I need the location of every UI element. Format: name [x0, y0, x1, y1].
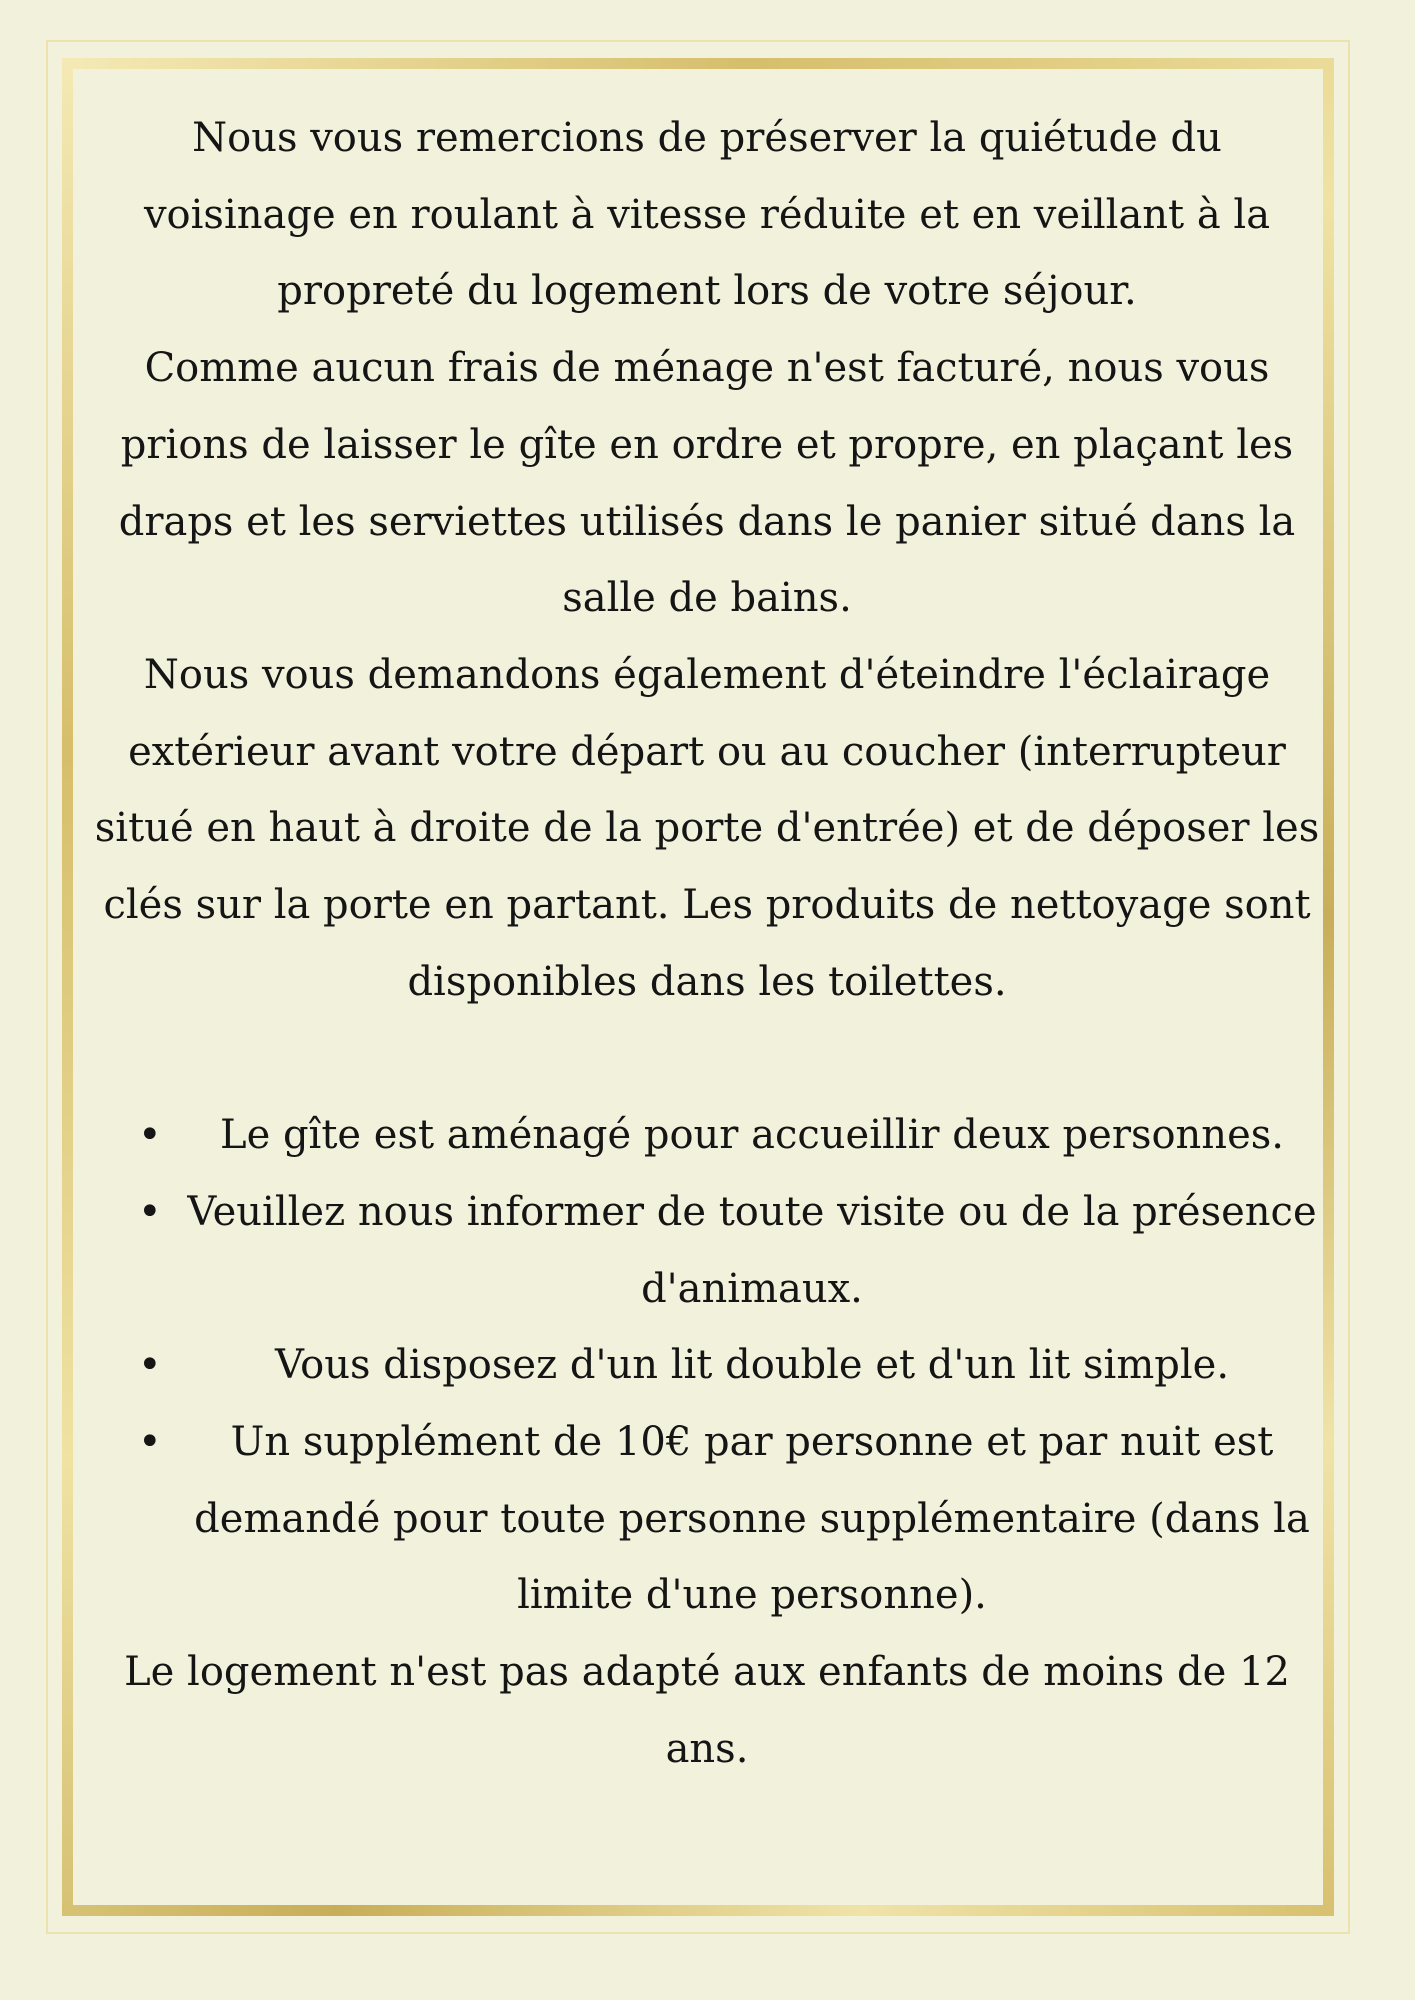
paragraph-children-notice: Le logement n'est pas adapté aux enfants de moins de 12 ans. — [124, 1649, 1290, 1772]
list-item-text: Veuillez nous informer de toute visite ou de la présence d'animaux. — [187, 1188, 1317, 1312]
document-body — [92, 100, 1322, 1787]
rules-list — [92, 1097, 1322, 1634]
list-item-text: Un supplément de 10€ par personne et par nuit est demandé pour toute personne supplémentaire (dans la limite d'une personne). — [194, 1418, 1310, 1619]
list-item-text: Le gîte est aménagé pour accueillir deux personnes. — [220, 1112, 1284, 1159]
list-item — [92, 1327, 1322, 1404]
bullet-icon: • — [138, 1112, 162, 1159]
list-item — [92, 1174, 1322, 1327]
paragraph-lights-and-keys: Nous vous demandons également d'éteindre l'éclairage extérieur avant votre départ ou au coucher (interrupteur situé en haut à droite de la porte d'entrée) et de déposer les clés sur la porte en partant. Les produits de nettoyage sont disponibles dans les toilettes. — [94, 651, 1320, 1005]
paragraph-quiet-neighborhood: Nous vous remercions de préserver la quiétude du voisinage en roulant à vitesse réduite et en veillant à la propreté du logement lors de votre séjour. — [143, 115, 1271, 315]
bullet-icon: • — [138, 1188, 162, 1235]
list-item — [92, 1097, 1322, 1174]
bullet-icon: • — [138, 1418, 162, 1465]
bullet-icon: • — [138, 1342, 162, 1389]
list-item-text: Vous disposez d'un lit double et d'un lit simple. — [274, 1342, 1230, 1389]
list-item — [92, 1404, 1322, 1634]
spacer — [92, 1020, 1322, 1097]
paragraph-cleaning-instructions: Comme aucun frais de ménage n'est facturé, nous vous prions de laisser le gîte en ordre et propre, en plaçant les draps et les serviettes utilisés dans le panier situé dans la salle de bains. — [118, 345, 1296, 622]
